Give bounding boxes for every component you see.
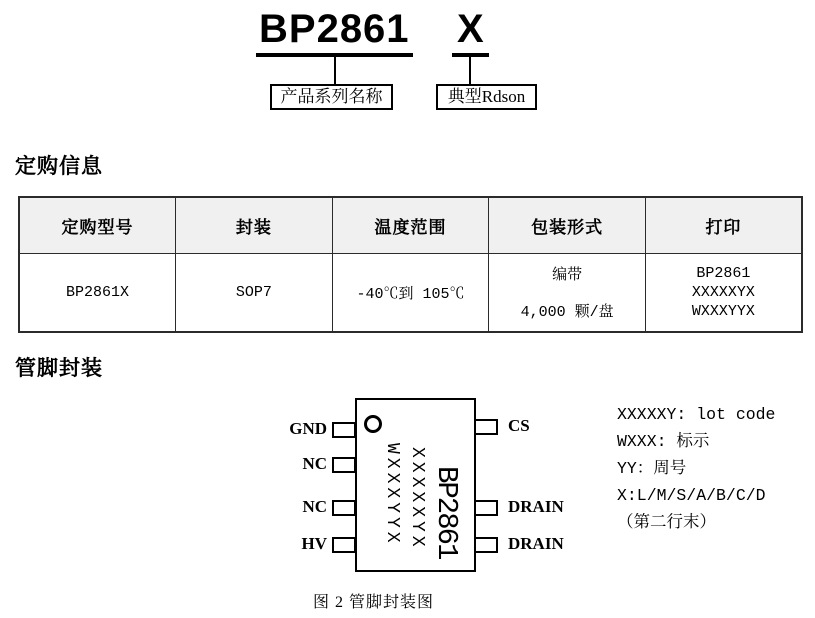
- cell-marking: [645, 253, 802, 332]
- pin-cs: [474, 419, 498, 435]
- connector-line: [469, 57, 471, 85]
- column-header-package: 封装: [176, 197, 333, 253]
- pin-drain-2: [474, 537, 498, 553]
- marking-legend: [617, 401, 775, 536]
- pin1-dot-icon: [364, 415, 382, 433]
- section-heading-pinout: 管脚封装: [15, 356, 103, 380]
- pin-label-drain-2: DRAIN: [508, 534, 564, 553]
- packing-line: 4,000 颗/盘: [520, 304, 614, 322]
- part-suffix: X: [452, 6, 489, 57]
- pin-gnd: [332, 422, 356, 438]
- marking-line: XXXXXYX: [691, 283, 755, 301]
- pin-nc-1: [332, 457, 356, 473]
- legend-line: X:L/M/S/A/B/C/D: [617, 486, 766, 505]
- pin-label-gnd: GND: [289, 419, 327, 438]
- cell-package: SOP7: [176, 253, 333, 332]
- legend-line: XXXXXY: lot code: [617, 405, 776, 424]
- column-header-temp: 温度范围: [332, 197, 489, 253]
- column-header-packing: 包装形式: [489, 197, 646, 253]
- pin-label-drain-1: DRAIN: [508, 497, 564, 516]
- pin-label-hv: HV: [301, 534, 327, 553]
- table-row: [19, 253, 802, 332]
- packing-line: 编带: [552, 267, 583, 285]
- marking-line: BP2861: [696, 264, 751, 282]
- column-header-model: 定购型号: [19, 197, 176, 253]
- cell-temp-range: -40℃到 105℃: [332, 253, 489, 332]
- pin-label-nc-2: NC: [302, 497, 327, 516]
- pin-label-cs: CS: [508, 416, 530, 435]
- part-number: BP2861: [256, 6, 413, 57]
- legend-line: （第二行末）: [617, 513, 716, 532]
- legend-line: YY：周号: [617, 459, 687, 478]
- cell-model: BP2861X: [19, 253, 176, 332]
- connector-line: [334, 57, 336, 85]
- table-header-row: [19, 197, 802, 253]
- pin-hv: [332, 537, 356, 553]
- rdson-box: 典型Rdson: [436, 84, 537, 110]
- section-heading-ordering: 定购信息: [15, 154, 103, 178]
- cell-packing: [489, 253, 646, 332]
- series-name-box: 产品系列名称: [270, 84, 393, 110]
- chip-marking-line: XXXXXYX: [407, 447, 427, 551]
- marking-line: WXXXYYX: [691, 302, 755, 320]
- chip-marking-line: WXXXYYX: [382, 443, 402, 547]
- column-header-marking: 打印: [645, 197, 802, 253]
- figure-caption: 图 2 管脚封装图: [313, 594, 435, 611]
- pin-nc-2: [332, 500, 356, 516]
- pin-drain-1: [474, 500, 498, 516]
- pin-label-nc-1: NC: [302, 454, 327, 473]
- chip-marking-line: BP2861: [430, 466, 463, 559]
- legend-line: WXXX: 标示: [617, 432, 710, 451]
- ordering-table: [18, 196, 803, 333]
